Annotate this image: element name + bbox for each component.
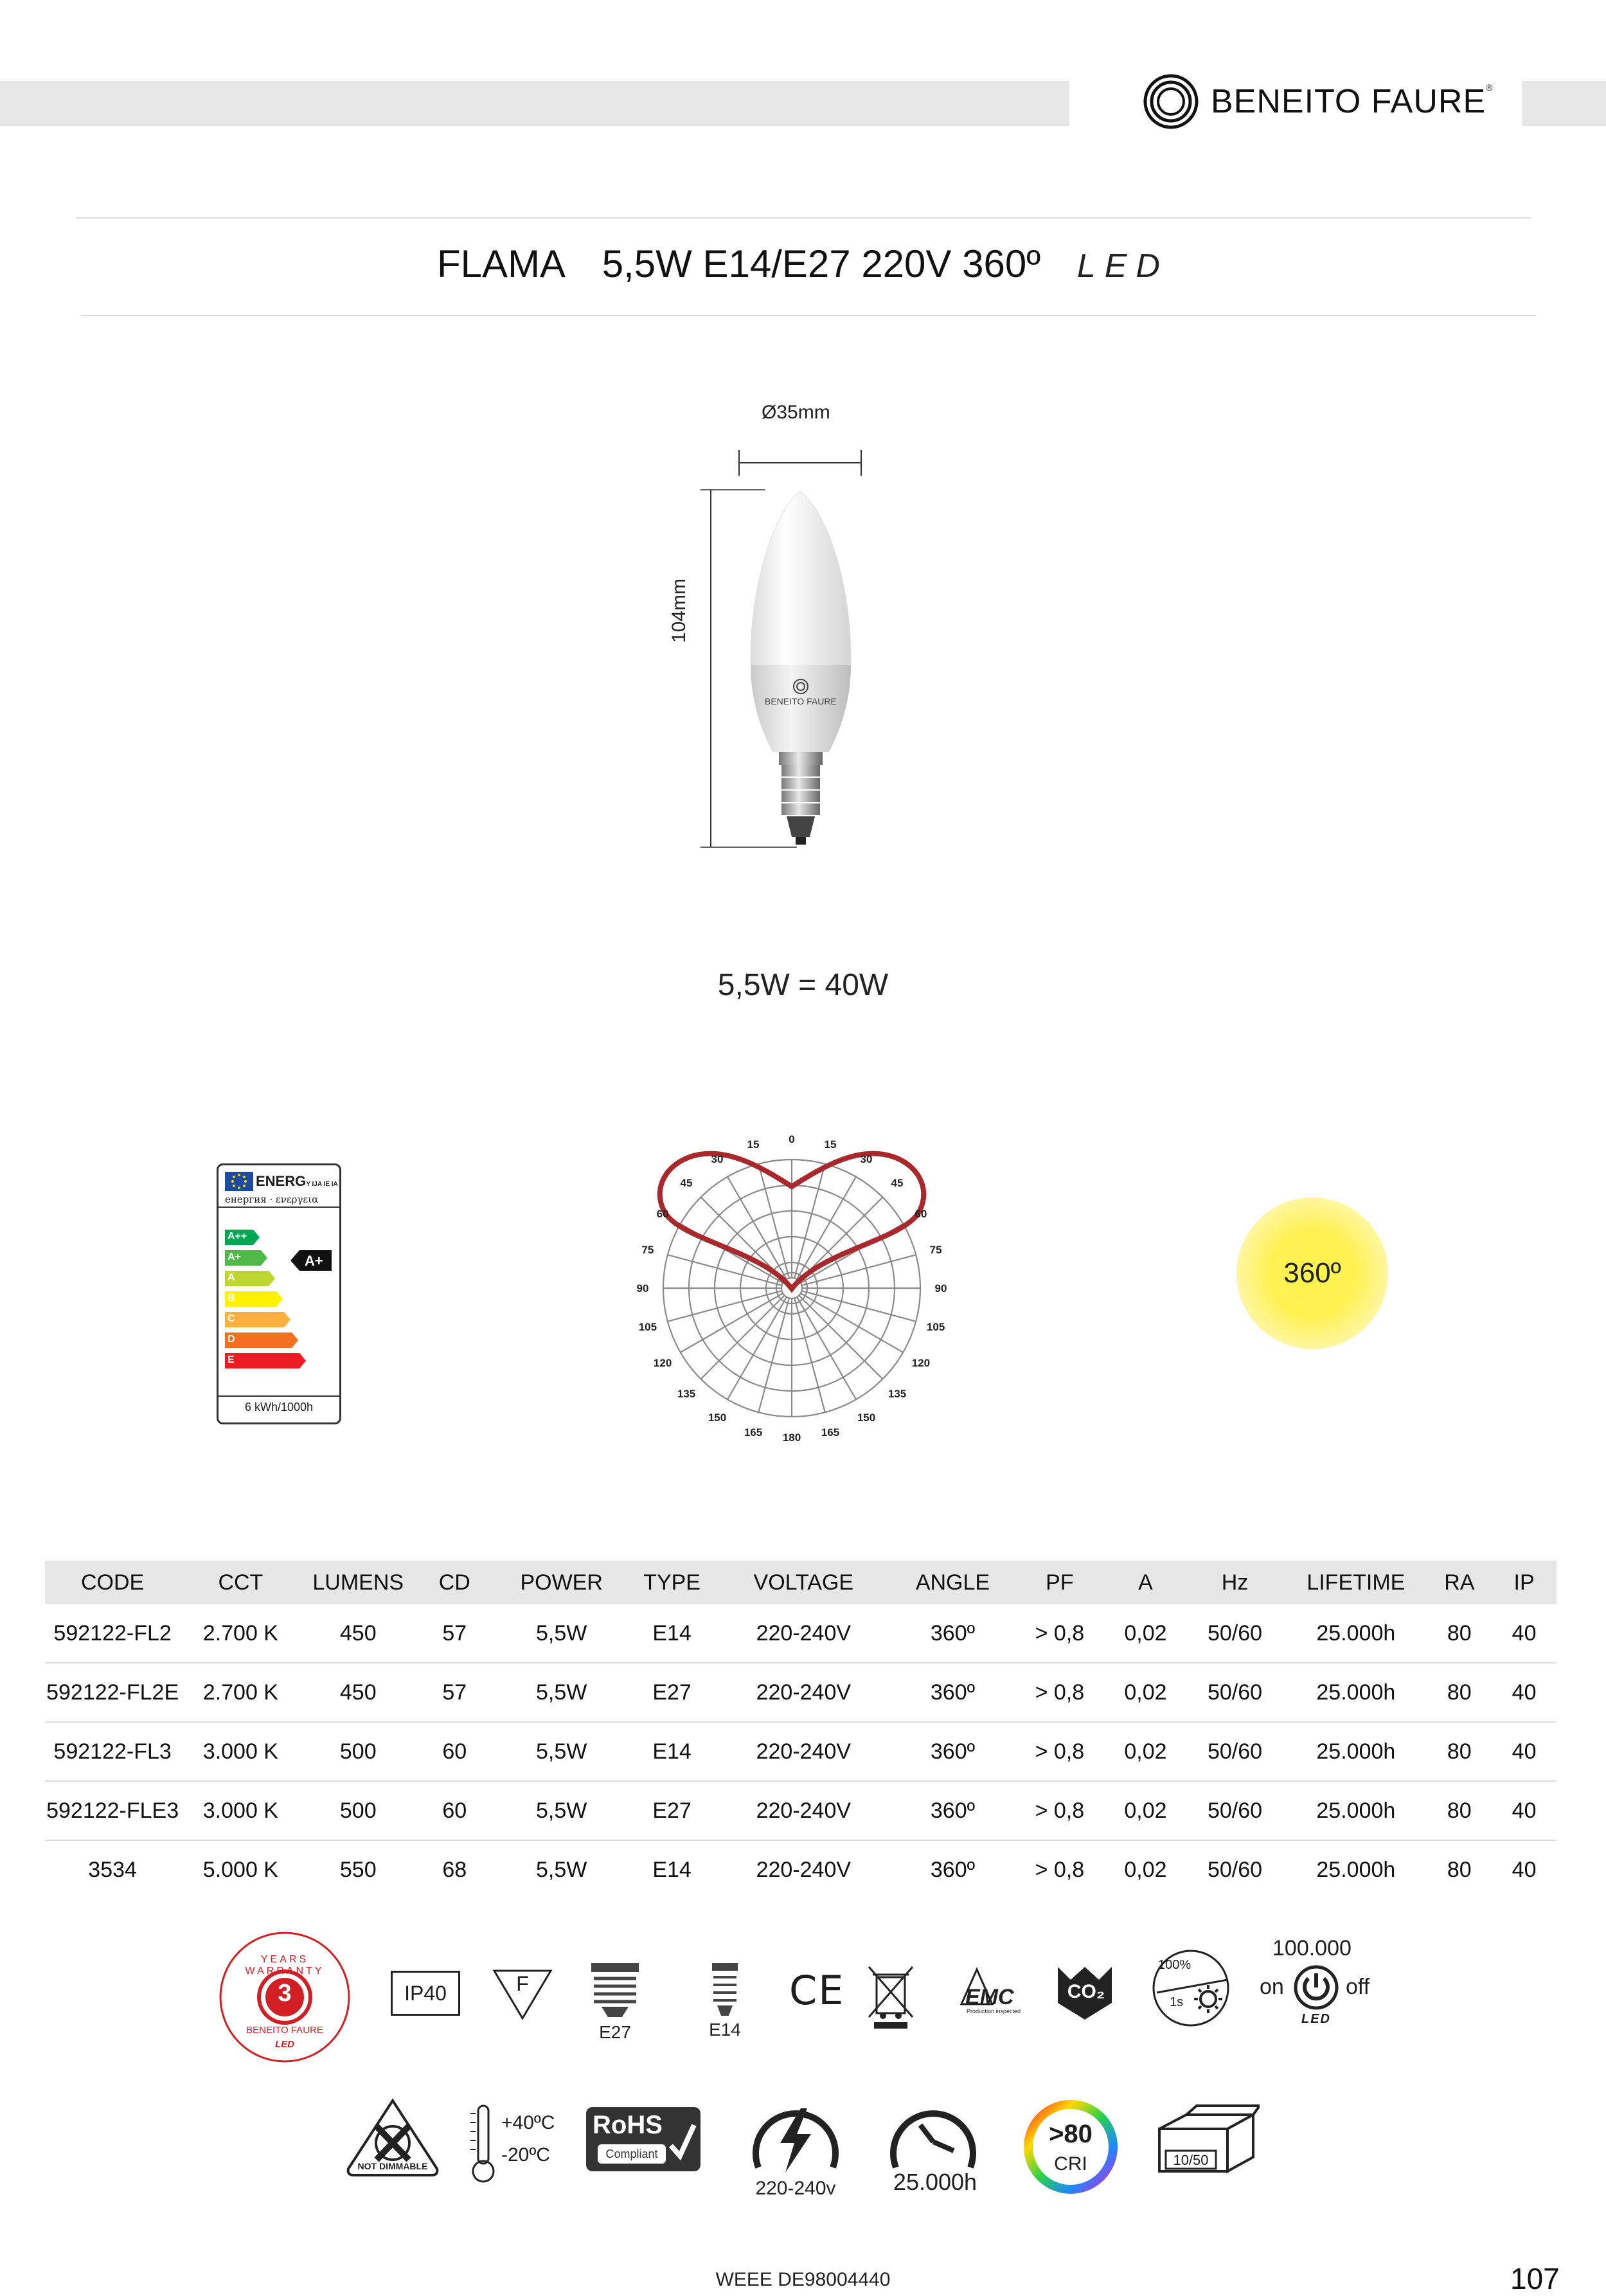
e14-socket-icon bbox=[707, 1960, 743, 2020]
table-cell: E14 bbox=[629, 1722, 715, 1781]
energy-label bbox=[217, 1163, 341, 1424]
table-cell: 80 bbox=[1427, 1781, 1492, 1840]
table-cell: 360º bbox=[930, 1857, 976, 1882]
polar-label: 165 bbox=[744, 1426, 763, 1439]
off-text: off bbox=[1346, 1975, 1370, 1999]
table-cell: 0,02 bbox=[1106, 1663, 1185, 1722]
energy-class-app: A++ bbox=[228, 1231, 247, 1242]
table-cell: > 0,8 bbox=[1013, 1722, 1107, 1781]
polar-label: 75 bbox=[929, 1244, 942, 1256]
ip40-text: IP40 bbox=[404, 1981, 447, 2005]
table-cell: 5,5W bbox=[494, 1604, 629, 1663]
table-cell: 5,5W bbox=[494, 1781, 629, 1840]
weee-number: WEEE DE98004440 bbox=[715, 2269, 891, 2290]
polar-label: 75 bbox=[641, 1244, 654, 1256]
table-cell: 3534 bbox=[88, 1857, 137, 1882]
emc-sub-text: Production inspected bbox=[966, 2008, 1021, 2014]
polar-label: 90 bbox=[636, 1282, 649, 1295]
polar-spoke bbox=[668, 1255, 782, 1286]
table-row bbox=[45, 1722, 1557, 1781]
polar-spoke bbox=[727, 1297, 787, 1399]
table-cell: 5,5W bbox=[494, 1663, 629, 1722]
ip40-icon bbox=[391, 1971, 460, 2016]
table-row bbox=[45, 1604, 1557, 1663]
col-ra: RA bbox=[1427, 1561, 1492, 1604]
table-cell: 592122-FL3 bbox=[45, 1722, 180, 1781]
polar-label: 120 bbox=[653, 1357, 672, 1369]
polar-spoke bbox=[801, 1255, 916, 1286]
rohs-badge bbox=[586, 2107, 700, 2171]
col-a: A bbox=[1106, 1561, 1185, 1604]
table-cell: 57 bbox=[415, 1604, 494, 1663]
header-bar-right bbox=[1522, 81, 1606, 126]
polar-label: 90 bbox=[934, 1282, 947, 1295]
col-type: TYPE bbox=[629, 1561, 715, 1604]
table-cell: 220-240V bbox=[715, 1781, 892, 1840]
polar-label: 180 bbox=[782, 1431, 801, 1444]
switching-cycles-text: 100.000 bbox=[1272, 1936, 1352, 1960]
brand-ring-icon bbox=[1143, 73, 1199, 130]
table-cell: 80 bbox=[1427, 1604, 1492, 1663]
brand-name: BENEITO FAURE® bbox=[1211, 82, 1494, 120]
col-cd: CD bbox=[415, 1561, 494, 1604]
table-cell: 592122-FL2 bbox=[45, 1604, 180, 1663]
e27-socket-icon bbox=[586, 1960, 644, 2020]
energy-class-b: B bbox=[228, 1293, 235, 1304]
energy-subtitle: енергия · ενεργεια bbox=[225, 1194, 319, 1205]
table-cell: 40 bbox=[1492, 1722, 1557, 1781]
table-cell: > 0,8 bbox=[1013, 1604, 1107, 1663]
polar-label: 150 bbox=[708, 1411, 727, 1424]
polar-label: 0 bbox=[789, 1133, 795, 1145]
col-voltage: VOLTAGE bbox=[715, 1561, 892, 1604]
table-cell: 0,02 bbox=[1106, 1722, 1185, 1781]
height-label: 104mm bbox=[668, 578, 690, 643]
polar-spoke bbox=[794, 1298, 825, 1412]
instant-100-text: 100% bbox=[1158, 1958, 1191, 1972]
table-cell: 450 bbox=[301, 1604, 415, 1663]
bulb-logo-text: BENEITO FAURE bbox=[765, 696, 837, 706]
table-header-row bbox=[45, 1561, 1557, 1604]
table-cell: 450 bbox=[301, 1663, 415, 1722]
table-cell: 25.000h bbox=[1285, 1663, 1427, 1722]
table-cell: 0,02 bbox=[1106, 1604, 1185, 1663]
table-cell: 50/60 bbox=[1185, 1604, 1285, 1663]
energy-header: ENERGY IJA IE IA bbox=[256, 1173, 338, 1189]
table-cell: 3.000 K bbox=[180, 1722, 301, 1781]
energy-rating: A+ bbox=[305, 1253, 323, 1269]
temp-low-text: -20ºC bbox=[501, 2144, 550, 2166]
polar-label: 120 bbox=[911, 1357, 931, 1369]
polar-spoke bbox=[799, 1295, 882, 1379]
polar-label: 105 bbox=[926, 1321, 945, 1333]
polar-label: 135 bbox=[888, 1388, 907, 1400]
polar-spoke bbox=[681, 1293, 783, 1352]
table-cell: 592122-FLE3 bbox=[45, 1781, 180, 1840]
table-cell: 25.000h bbox=[1316, 1857, 1396, 1882]
polar-label: 165 bbox=[821, 1426, 840, 1439]
diameter-label: Ø35mm bbox=[762, 402, 830, 423]
polar-label: 45 bbox=[891, 1177, 904, 1189]
table-cell: 50/60 bbox=[1185, 1663, 1285, 1722]
spec-table bbox=[45, 1561, 1557, 1899]
table-cell: 40 bbox=[1492, 1663, 1557, 1722]
warranty-top-text: YEARS WARRANTY bbox=[245, 1954, 325, 1977]
table-cell: 50/60 bbox=[1207, 1857, 1263, 1882]
product-spec: 5,5W E14/E27 220V 360º bbox=[602, 242, 1041, 285]
cri-value: >80 bbox=[1049, 2120, 1093, 2148]
bulb-drawing bbox=[668, 444, 900, 855]
table-cell: 220-240V bbox=[715, 1604, 892, 1663]
table-cell: 592122-FL2E bbox=[45, 1663, 180, 1722]
table-cell: 220-240V bbox=[715, 1663, 892, 1722]
polar-label: 150 bbox=[857, 1411, 876, 1424]
table-cell: 360º bbox=[892, 1604, 1013, 1663]
co2-text: CO₂ bbox=[1067, 1981, 1105, 2002]
table-cell: 50/60 bbox=[1185, 1781, 1285, 1840]
table-cell: 80 bbox=[1427, 1663, 1492, 1722]
table-cell: 57 bbox=[415, 1663, 494, 1722]
table-cell: 500 bbox=[301, 1722, 415, 1781]
table-cell: 220-240V bbox=[715, 1722, 892, 1781]
warranty-brand-text: BENEITO FAURE bbox=[246, 2025, 323, 2036]
e27-label: E27 bbox=[599, 2022, 631, 2042]
table-row bbox=[45, 1663, 1557, 1722]
page-number: 107 bbox=[1510, 2262, 1560, 2295]
table-cell: 5,5W bbox=[494, 1722, 629, 1781]
weee-bin-icon bbox=[865, 1963, 916, 2030]
polar-spoke bbox=[668, 1291, 782, 1322]
table-cell: 25.000h bbox=[1285, 1604, 1427, 1663]
col-power: POWER bbox=[494, 1561, 629, 1604]
table-cell: 25.000h bbox=[1285, 1722, 1427, 1781]
table-row bbox=[45, 1781, 1557, 1840]
polar-spoke bbox=[797, 1297, 856, 1399]
power-equivalence: 5,5W = 40W bbox=[717, 968, 889, 1002]
table-cell: 3.000 K bbox=[180, 1781, 301, 1840]
rohs-check-icon bbox=[668, 2120, 697, 2161]
table-cell: E27 bbox=[629, 1663, 715, 1722]
polar-label: 135 bbox=[677, 1388, 696, 1400]
table-cell: 68 bbox=[442, 1857, 467, 1882]
polar-label: 30 bbox=[860, 1153, 873, 1166]
polar-label: 15 bbox=[747, 1138, 760, 1151]
title-rule-top bbox=[76, 217, 1531, 219]
thermometer-icon bbox=[469, 2103, 497, 2185]
energy-consumption: 6 kWh/1000h bbox=[244, 1401, 314, 1413]
energy-class-a: A bbox=[228, 1272, 235, 1283]
e14-label: E14 bbox=[709, 2020, 741, 2040]
table-cell: > 0,8 bbox=[1013, 1663, 1107, 1722]
table-cell: 360º bbox=[892, 1781, 1013, 1840]
svg-text:EMC: EMC bbox=[965, 1985, 1014, 2009]
cri-label: CRI bbox=[1054, 2153, 1087, 2175]
table-cell: 0,02 bbox=[1106, 1781, 1185, 1840]
table-cell: > 0,8 bbox=[1035, 1857, 1085, 1882]
polar-label: 60 bbox=[915, 1208, 927, 1220]
rohs-text: RoHS bbox=[593, 2111, 663, 2139]
table-cell: E14 bbox=[652, 1857, 691, 1882]
header-bar-left bbox=[0, 81, 1069, 126]
table-cell: 40 bbox=[1512, 1857, 1537, 1882]
energy-class-c: C bbox=[228, 1313, 235, 1324]
ce-text: CE bbox=[789, 1967, 845, 2014]
ce-mark-icon bbox=[789, 1967, 844, 2014]
polar-label: 30 bbox=[711, 1153, 724, 1166]
cycles-led-text: LED bbox=[1301, 2012, 1331, 2026]
eu-flag-icon bbox=[225, 1172, 253, 1191]
col-pf: PF bbox=[1013, 1561, 1107, 1604]
package-text: 10/50 bbox=[1173, 2152, 1209, 2168]
table-cell: 80 bbox=[1427, 1722, 1492, 1781]
energy-class-ap: A+ bbox=[228, 1251, 241, 1262]
table-cell: 500 bbox=[301, 1781, 415, 1840]
polar-diagram bbox=[617, 1106, 977, 1446]
table-cell: > 0,8 bbox=[1013, 1781, 1107, 1840]
table-cell: E14 bbox=[629, 1604, 715, 1663]
polar-spoke bbox=[701, 1295, 785, 1379]
table-cell: 360º bbox=[892, 1722, 1013, 1781]
energy-class-e: E bbox=[228, 1354, 235, 1365]
rohs-compliant-text: Compliant bbox=[598, 2144, 666, 2164]
table-cell: 60 bbox=[415, 1781, 494, 1840]
on-text: on bbox=[1260, 1975, 1284, 1999]
table-cell: 60 bbox=[415, 1722, 494, 1781]
beam-angle-badge bbox=[1236, 1197, 1388, 1349]
lifetime-clock-icon bbox=[882, 2097, 985, 2176]
polar-label: 15 bbox=[824, 1138, 837, 1151]
table-cell: 220-240V bbox=[756, 1857, 852, 1882]
table-cell: 5,5W bbox=[536, 1857, 587, 1882]
polar-label: 105 bbox=[638, 1321, 657, 1333]
col-code: CODE bbox=[45, 1561, 180, 1604]
table-cell: 25.000h bbox=[1285, 1781, 1427, 1840]
lifetime-text: 25.000h bbox=[893, 2169, 977, 2195]
energy-class-d: D bbox=[228, 1334, 235, 1345]
title-rule-bottom bbox=[81, 315, 1536, 316]
polar-spoke bbox=[801, 1291, 916, 1322]
power-button-icon bbox=[1293, 1964, 1339, 2011]
voltage-icon bbox=[744, 2097, 847, 2180]
table-cell: 550 bbox=[339, 1857, 377, 1882]
table-cell: 50/60 bbox=[1185, 1722, 1285, 1781]
col-hz: Hz bbox=[1185, 1561, 1285, 1604]
table-cell: 360º bbox=[892, 1663, 1013, 1722]
page-title bbox=[0, 242, 1606, 286]
col-ip: IP bbox=[1492, 1561, 1557, 1604]
polar-spoke bbox=[758, 1298, 789, 1412]
warranty-led-text: LED bbox=[275, 2039, 294, 2050]
temp-high-text: +40ºC bbox=[501, 2112, 555, 2133]
col-angle: ANGLE bbox=[892, 1561, 1013, 1604]
brand-logo bbox=[1143, 72, 1493, 131]
polar-label: 45 bbox=[680, 1177, 693, 1189]
table-cell: 2.700 K bbox=[180, 1604, 301, 1663]
table-cell: 5.000 K bbox=[202, 1857, 278, 1882]
table-cell: 40 bbox=[1492, 1604, 1557, 1663]
table-cell: E27 bbox=[629, 1781, 715, 1840]
product-name: FLAMA bbox=[437, 242, 566, 285]
table-cell: 40 bbox=[1492, 1781, 1557, 1840]
instant-1s-text: 1s bbox=[1170, 1995, 1184, 2009]
warranty-number: 3 bbox=[278, 1980, 292, 2007]
col-lifetime: LIFETIME bbox=[1285, 1561, 1427, 1604]
f-mark-text: F bbox=[516, 1972, 529, 1995]
not-dimmable-text: NOT DIMMABLE bbox=[357, 2161, 428, 2171]
col-lumens: LUMENS bbox=[301, 1561, 415, 1604]
led-logo: LED bbox=[1076, 247, 1169, 285]
col-cct: CCT bbox=[180, 1561, 301, 1604]
table-cell: 2.700 K bbox=[180, 1663, 301, 1722]
polar-label: 60 bbox=[656, 1208, 669, 1220]
table-cell: 80 bbox=[1447, 1857, 1472, 1882]
table-row bbox=[45, 1840, 1557, 1899]
voltage-text: 220-240v bbox=[755, 2178, 836, 2199]
table-cell: 0,02 bbox=[1124, 1857, 1167, 1882]
beam-angle-text: 360º bbox=[1283, 1257, 1341, 1289]
polar-spoke bbox=[801, 1293, 903, 1352]
